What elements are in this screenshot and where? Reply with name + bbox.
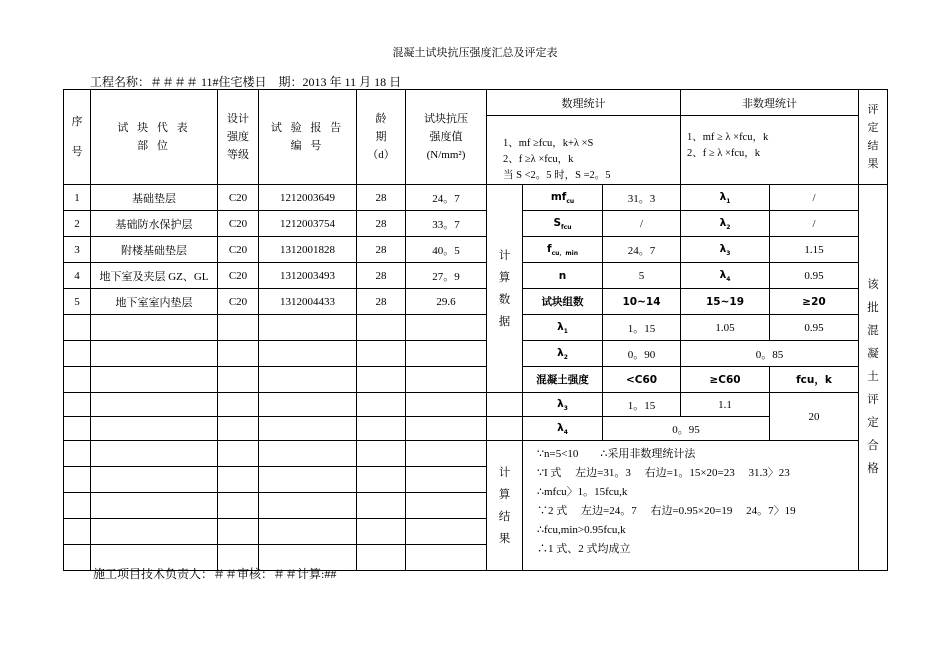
empty-cell: [406, 341, 487, 367]
page-title: 混凝土试块抗压强度汇总及评定表: [392, 46, 558, 59]
empty-cell: [357, 467, 406, 493]
empty-cell: [64, 493, 91, 519]
groups-15-19: 15~19: [681, 289, 770, 315]
lambda1-value: /: [770, 185, 859, 211]
empty-cell: [357, 417, 406, 441]
empty-cell: [406, 417, 487, 441]
row2-age: 28: [357, 211, 406, 237]
nonstat-formula: 1、mf ≥ λ ×fcu，k 2、f ≥ λ ×fcu，k: [681, 116, 859, 185]
row4-age: 28: [357, 263, 406, 289]
empty-cell: [357, 545, 406, 571]
empty-cell: [64, 519, 91, 545]
empty-cell: [259, 417, 357, 441]
table-lambda3-label: $\lambda_3$: [523, 393, 603, 417]
empty-cell: [357, 519, 406, 545]
header-strength: 试块抗压 强度值 (N/mm²): [406, 90, 487, 185]
mfcu-label: $mf_{cu}$: [523, 185, 603, 211]
empty-cell: [406, 493, 487, 519]
empty-cell: [91, 393, 218, 417]
table-lambda4-value: 0。95: [603, 417, 770, 441]
row3-no: 3: [64, 237, 91, 263]
table-lambda2-a: 0。90: [603, 341, 681, 367]
empty-cell: [259, 367, 357, 393]
empty-cell: [91, 417, 218, 441]
header-stat: 数理统计: [487, 90, 681, 116]
table-lambda2-label: $\lambda_2$: [523, 341, 603, 367]
row1-value: 24。7: [406, 185, 487, 211]
row1-part: 基础垫层: [91, 185, 218, 211]
row1-no: 1: [64, 185, 91, 211]
empty-cell: [91, 367, 218, 393]
empty-cell: [406, 545, 487, 571]
row4-report: 1312003493: [259, 263, 357, 289]
empty-cell: [487, 417, 523, 441]
fcumin-value: 24。7: [603, 237, 681, 263]
empty-cell: [218, 315, 259, 341]
empty-cell: [91, 493, 218, 519]
row3-report: 1312001828: [259, 237, 357, 263]
row3-part: 附楼基础垫层: [91, 237, 218, 263]
empty-cell: [357, 493, 406, 519]
fcuk-label: fcu，k: [770, 367, 859, 393]
calc-result-text: ∵n=5<10 ∴采用非数理统计法 ∵I 式 左边=31。3 右边=1。15×20=23 31.3〉23 ∴mfcu〉1。15fcu,k ∵2 式 左边=24。7 右边=0.95×20=19 24。7〉19 ∴fcu,min>0.95fcu,k ∴1 式、2 式均成立: [523, 441, 859, 571]
row1-age: 28: [357, 185, 406, 211]
row4-part: 地下室及夹层 GZ、GL: [91, 263, 218, 289]
row4-value: 27。9: [406, 263, 487, 289]
empty-cell: [406, 441, 487, 467]
table-lambda3-a: 1。15: [603, 393, 681, 417]
row2-report: 1212003754: [259, 211, 357, 237]
empty-cell: [64, 315, 91, 341]
empty-cell: [218, 417, 259, 441]
row5-age: 28: [357, 289, 406, 315]
empty-cell: [218, 441, 259, 467]
empty-cell: [357, 393, 406, 417]
empty-cell: [259, 467, 357, 493]
lambda4-label: $\lambda_4$: [681, 263, 770, 289]
row2-value: 33。7: [406, 211, 487, 237]
empty-cell: [64, 341, 91, 367]
empty-cell: [259, 393, 357, 417]
empty-cell: [218, 367, 259, 393]
groups-label: 试块组数: [523, 289, 603, 315]
empty-cell: [406, 393, 487, 417]
stat-formula: 1、mf ≥fcu，k+λ ×S 2、f ≥λ ×fcu，k 当 S <2。5 时，S =2。5: [487, 116, 681, 185]
table-lambda1-c: 0.95: [770, 315, 859, 341]
header-seq: 序 号: [64, 90, 91, 185]
n-label: n: [523, 263, 603, 289]
row5-part: 地下室室内垫层: [91, 289, 218, 315]
strength-label: 混凝土强度: [523, 367, 603, 393]
row4-grade: C20: [218, 263, 259, 289]
lambda2-value: /: [770, 211, 859, 237]
strength-c60-plus: ≥C60: [681, 367, 770, 393]
empty-cell: [91, 467, 218, 493]
empty-cell: [218, 519, 259, 545]
groups-10-14: 10~14: [603, 289, 681, 315]
project-info-line: 工程名称：＃＃＃＃ 11#住宅楼日 期：2013 年 11 月 18 日: [90, 75, 402, 89]
empty-cell: [259, 519, 357, 545]
evaluation-result: 该 批 混 凝 土 评 定 合 格: [859, 185, 888, 571]
row2-part: 基础防水保护层: [91, 211, 218, 237]
empty-cell: [64, 467, 91, 493]
row5-report: 1312004433: [259, 289, 357, 315]
table-lambda1-a: 1。15: [603, 315, 681, 341]
empty-cell: [218, 493, 259, 519]
footer-signatures: 施工项目技术负责人：＃＃审核：＃＃计算:##: [93, 567, 337, 581]
empty-cell: [406, 367, 487, 393]
row2-no: 2: [64, 211, 91, 237]
table-lambda1-label: $\lambda_1$: [523, 315, 603, 341]
empty-cell: [259, 315, 357, 341]
empty-cell: [357, 367, 406, 393]
row3-value: 40。5: [406, 237, 487, 263]
row5-no: 5: [64, 289, 91, 315]
empty-cell: [64, 393, 91, 417]
header-eval: 评 定 结 果: [859, 90, 888, 185]
sfcu-value: /: [603, 211, 681, 237]
header-report: 试 验 报 告 编 号: [259, 90, 357, 185]
empty-cell: [218, 341, 259, 367]
empty-cell: [406, 519, 487, 545]
groups-20-plus: ≥20: [770, 289, 859, 315]
empty-cell: [64, 545, 91, 571]
empty-cell: [64, 417, 91, 441]
fcuk-value: 20: [770, 393, 859, 441]
mfcu-value: 31。3: [603, 185, 681, 211]
empty-cell: [406, 467, 487, 493]
empty-cell: [259, 341, 357, 367]
table-lambda2-b: 0。85: [681, 341, 859, 367]
row5-value: 29.6: [406, 289, 487, 315]
lambda2-label: $\lambda_2$: [681, 211, 770, 237]
header-part: 试 块 代 表 部 位: [91, 90, 218, 185]
lambda3-label: $\lambda_3$: [681, 237, 770, 263]
calc-data-label: 计 算 数 据: [487, 185, 523, 393]
empty-cell: [259, 493, 357, 519]
header-nonstat: 非数理统计: [681, 90, 859, 116]
empty-cell: [357, 315, 406, 341]
empty-cell: [64, 441, 91, 467]
table-lambda3-b: 1.1: [681, 393, 770, 417]
empty-cell: [91, 315, 218, 341]
empty-cell: [406, 315, 487, 341]
lambda4-value: 0.95: [770, 263, 859, 289]
empty-cell: [218, 467, 259, 493]
lambda3-value: 1.15: [770, 237, 859, 263]
n-value: 5: [603, 263, 681, 289]
summary-table: [63, 89, 888, 571]
calc-result-label: 计 算 结 果: [487, 441, 523, 571]
empty-cell: [357, 441, 406, 467]
empty-cell: [487, 393, 523, 417]
row1-grade: C20: [218, 185, 259, 211]
table-lambda1-b: 1.05: [681, 315, 770, 341]
row5-grade: C20: [218, 289, 259, 315]
empty-cell: [91, 441, 218, 467]
row2-grade: C20: [218, 211, 259, 237]
row1-report: 1212003649: [259, 185, 357, 211]
empty-cell: [218, 393, 259, 417]
row3-age: 28: [357, 237, 406, 263]
table-lambda4-label: $\lambda_4$: [523, 417, 603, 441]
header-age: 龄 期 （d）: [357, 90, 406, 185]
header-grade: 设计 强度 等级: [218, 90, 259, 185]
lambda1-label: $\lambda_1$: [681, 185, 770, 211]
fcumin-label: $f_{cu,min}$: [523, 237, 603, 263]
row4-no: 4: [64, 263, 91, 289]
row3-grade: C20: [218, 237, 259, 263]
empty-cell: [259, 441, 357, 467]
strength-below-c60: <C60: [603, 367, 681, 393]
sfcu-label: $S_{fcu}$: [523, 211, 603, 237]
empty-cell: [357, 341, 406, 367]
empty-cell: [91, 341, 218, 367]
empty-cell: [64, 367, 91, 393]
empty-cell: [91, 519, 218, 545]
